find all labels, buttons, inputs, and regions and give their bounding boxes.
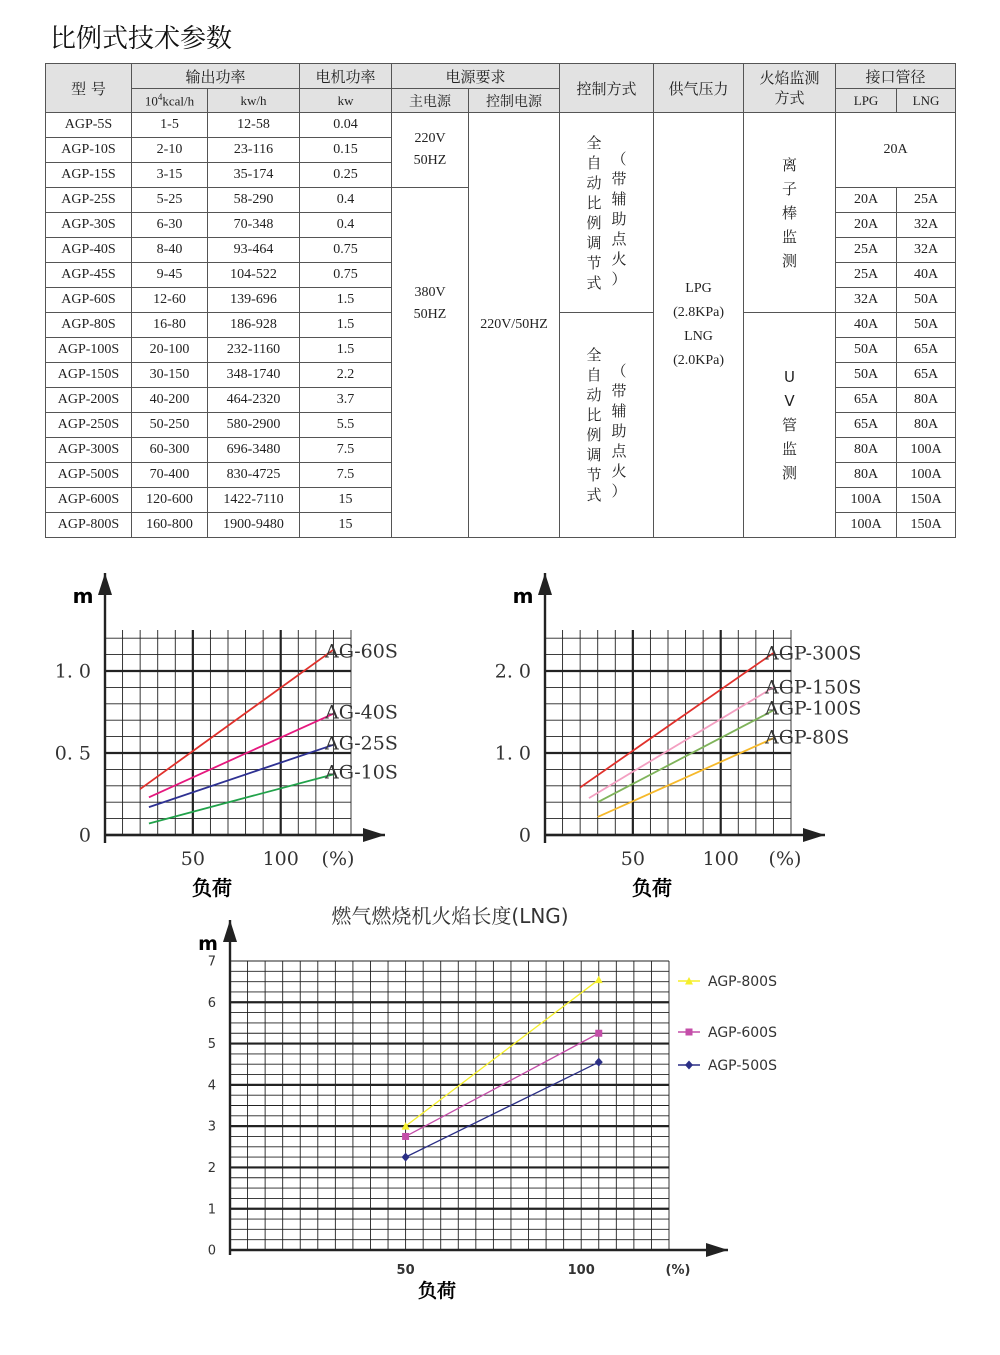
cell-motor-power: 0.4: [300, 188, 392, 213]
cell-model: AGP-100S: [46, 338, 132, 363]
x-axis-label: 负荷: [192, 876, 232, 900]
y-axis-label: m: [72, 584, 94, 608]
cell-output-kcal: 60-300: [132, 438, 208, 463]
cell-model: AGP-5S: [46, 113, 132, 138]
cell-output-kcal: 2-10: [132, 138, 208, 163]
y-tick-label: 6: [207, 995, 216, 1011]
y-axis-arrow: [538, 573, 552, 595]
x-unit-label: (%): [321, 848, 355, 870]
cell-port-lpg: 20A: [836, 213, 897, 238]
cell-motor-power: 2.2: [300, 363, 392, 388]
cell-port-lpg: 100A: [836, 513, 897, 538]
y-tick-label: 0: [207, 1243, 216, 1259]
y-axis-arrow: [223, 920, 237, 942]
cell-port-lpg: 65A: [836, 388, 897, 413]
y-axis-label: m: [512, 584, 534, 608]
cell-model: AGP-600S: [46, 488, 132, 513]
series-line: [149, 774, 333, 823]
cell-flame-uv: [744, 313, 836, 538]
x-tick-label: 100: [262, 848, 299, 870]
header-lng: LNG: [897, 89, 956, 113]
header-power-supply: 电源要求: [392, 64, 560, 89]
legend-label: AG-40S: [325, 701, 398, 724]
cell-gas-pressure: [654, 113, 744, 538]
cell-motor-power: 0.4: [300, 213, 392, 238]
cell-port-lpg: 100A: [836, 488, 897, 513]
x-unit-label: (%): [768, 848, 802, 870]
x-tick-label: 100: [567, 1263, 595, 1278]
flame-length-chart-lng: [180, 895, 800, 1315]
y-tick-label: 5: [207, 1037, 216, 1053]
cell-port-lpg: 32A: [836, 288, 897, 313]
spec-table: [45, 63, 956, 538]
header-motor-unit: kw: [300, 89, 392, 113]
cell-port-lng: 65A: [897, 338, 956, 363]
y-tick-label: 1. 0: [494, 742, 531, 765]
series-marker-diamond: [402, 1153, 410, 1162]
x-tick-label: 50: [180, 848, 205, 870]
cell-port-lng: 80A: [897, 388, 956, 413]
cell-output-kw: 1422-7110: [208, 488, 300, 513]
cell-output-kw: 12-58: [208, 113, 300, 138]
x-axis-arrow: [803, 828, 825, 842]
control-mode-paren: （ 带 辅 助 点 火 ）: [611, 362, 627, 500]
cell-port-lpg: 50A: [836, 338, 897, 363]
cell-motor-power: 15: [300, 513, 392, 538]
cell-output-kcal: 8-40: [132, 238, 208, 263]
cell-output-kw: 830-4725: [208, 463, 300, 488]
cell-model: AGP-40S: [46, 238, 132, 263]
cell-model: AGP-60S: [46, 288, 132, 313]
cell-model: AGP-150S: [46, 363, 132, 388]
cell-port-lng: 50A: [897, 313, 956, 338]
cell-port-lpg: 80A: [836, 463, 897, 488]
cell-output-kcal: 5-25: [132, 188, 208, 213]
series-line: [406, 1062, 599, 1157]
cell-model: AGP-10S: [46, 138, 132, 163]
header-unit-kw: kw/h: [208, 89, 300, 113]
cell-port-lpg: 25A: [836, 238, 897, 263]
chart-title: 燃气燃烧机火焰长度(LNG): [331, 904, 569, 928]
flame-length-chart-small: [40, 565, 440, 915]
cell-control-mode-1: [560, 113, 654, 313]
cell-output-kw: 580-2900: [208, 413, 300, 438]
x-tick-label: 50: [620, 848, 645, 870]
cell-output-kcal: 70-400: [132, 463, 208, 488]
cell-control-mode-2: [560, 313, 654, 538]
x-axis-label: 负荷: [417, 1280, 457, 1302]
cell-output-kw: 464-2320: [208, 388, 300, 413]
cell-port-lpg: 40A: [836, 313, 897, 338]
header-unit-kcal: $10^4kcal/h$: [132, 89, 208, 113]
cell-output-kcal: 9-45: [132, 263, 208, 288]
table-body: [46, 113, 956, 538]
cell-motor-power: 0.04: [300, 113, 392, 138]
gas-pressure-line: (2.0KPa): [673, 353, 724, 368]
series-marker-diamond: [685, 1061, 693, 1070]
cell-output-kw: 104-522: [208, 263, 300, 288]
flame-monitor-text: U V 管 监 测: [782, 368, 798, 482]
cell-motor-power: 7.5: [300, 463, 392, 488]
gas-pressure-line: LPG: [685, 281, 712, 296]
cell-main-power-220: [392, 113, 469, 188]
legend-label: AGP-500S: [708, 1057, 777, 1074]
cell-motor-power: 15: [300, 488, 392, 513]
cell-output-kw: 139-696: [208, 288, 300, 313]
header-main-power: 主电源: [392, 89, 469, 113]
series-marker-square: [402, 1133, 409, 1140]
series-line: [149, 745, 333, 807]
cell-motor-power: 3.7: [300, 388, 392, 413]
cell-port-lpg: 20A: [836, 188, 897, 213]
cell-motor-power: 0.75: [300, 263, 392, 288]
cell-port-lpg: 25A: [836, 263, 897, 288]
series-line: [149, 714, 333, 798]
cell-port-lpg: 65A: [836, 413, 897, 438]
flame-length-chart-medium: [480, 565, 900, 915]
legend-label: AG-25S: [325, 732, 398, 755]
control-mode-text: 全 自 动 比 例 调 节 式: [586, 133, 602, 292]
cell-motor-power: 0.15: [300, 138, 392, 163]
legend-label: AGP-80S: [765, 726, 850, 749]
y-tick-label: 2. 0: [494, 660, 531, 683]
control-mode-paren: （ 带 辅 助 点 火 ）: [611, 149, 627, 288]
x-axis-label: 负荷: [632, 876, 672, 900]
cell-output-kw: 696-3480: [208, 438, 300, 463]
main-power-220-line2: 50HZ: [413, 153, 447, 168]
cell-motor-power: 5.5: [300, 413, 392, 438]
header-lpg: LPG: [836, 89, 897, 113]
cell-output-kcal: 20-100: [132, 338, 208, 363]
series-marker-square: [686, 1029, 693, 1036]
cell-model: AGP-200S: [46, 388, 132, 413]
legend-label: AG-60S: [325, 640, 398, 663]
x-axis-arrow: [706, 1243, 728, 1257]
cell-port-lng: 50A: [897, 288, 956, 313]
cell-port-lng: 40A: [897, 263, 956, 288]
cell-output-kw: 70-348: [208, 213, 300, 238]
cell-model: AGP-250S: [46, 413, 132, 438]
legend-label: AGP-300S: [765, 642, 862, 665]
cell-output-kcal: 120-600: [132, 488, 208, 513]
table-header: [46, 64, 956, 113]
gas-pressure-line: LNG: [684, 329, 713, 344]
cell-main-power-380: [392, 188, 469, 538]
cell-output-kw: 58-290: [208, 188, 300, 213]
y-tick-label: 2: [207, 1160, 216, 1176]
header-control-power: 控制电源: [469, 89, 560, 113]
legend-label: AGP-800S: [708, 973, 777, 990]
series-marker-diamond: [595, 1058, 603, 1067]
cell-output-kw: 1900-9480: [208, 513, 300, 538]
cell-model: AGP-800S: [46, 513, 132, 538]
x-tick-label: 50: [396, 1263, 415, 1278]
cell-port-lng: 100A: [897, 438, 956, 463]
cell-flame-ion-rod: [744, 113, 836, 313]
y-tick-label: 7: [207, 954, 216, 970]
cell-port-lng: 25A: [897, 188, 956, 213]
header-control-mode: 控制方式: [560, 64, 654, 113]
cell-output-kw: 93-464: [208, 238, 300, 263]
cell-model: AGP-45S: [46, 263, 132, 288]
series-marker-square: [595, 1030, 602, 1037]
page-title: 比例式技术参数: [50, 24, 233, 54]
cell-model: AGP-30S: [46, 213, 132, 238]
legend-label: AG-10S: [325, 761, 398, 784]
main-power-380-line1: 380V: [414, 285, 446, 300]
x-unit-label: (%): [665, 1263, 691, 1278]
cell-control-power: 220V/50HZ: [469, 113, 560, 538]
cell-port-lng: 80A: [897, 413, 956, 438]
y-tick-label: 3: [207, 1119, 216, 1135]
cell-output-kcal: 12-60: [132, 288, 208, 313]
y-tick-label: 0: [78, 824, 91, 847]
y-tick-label: 1: [207, 1202, 216, 1218]
header-flame-monitor: 火焰监测方式: [744, 64, 836, 113]
cell-output-kw: 348-1740: [208, 363, 300, 388]
y-axis-label: m: [198, 933, 218, 955]
header-motor-power: 电机功率: [300, 64, 392, 89]
cell-model: AGP-80S: [46, 313, 132, 338]
cell-port-20a: 20A: [836, 113, 956, 188]
cell-output-kw: 35-174: [208, 163, 300, 188]
table-row: [46, 113, 956, 138]
cell-motor-power: 1.5: [300, 288, 392, 313]
cell-output-kw: 186-928: [208, 313, 300, 338]
flame-monitor-text: 离 子 棒 监 测: [782, 155, 798, 270]
y-tick-label: 4: [207, 1078, 216, 1094]
cell-port-lng: 32A: [897, 238, 956, 263]
main-power-380-line2: 50HZ: [413, 307, 447, 322]
cell-model: AGP-500S: [46, 463, 132, 488]
legend-label: AGP-150S: [765, 676, 862, 699]
series-marker-triangle: [595, 976, 603, 984]
cell-model: AGP-25S: [46, 188, 132, 213]
legend-label: AGP-100S: [765, 697, 862, 720]
main-power-220-line1: 220V: [414, 131, 446, 146]
y-tick-label: 0. 5: [54, 742, 91, 765]
x-tick-label: 100: [702, 848, 739, 870]
cell-model: AGP-15S: [46, 163, 132, 188]
header-gas-pressure: 供气压力: [654, 64, 744, 113]
cell-port-lng: 150A: [897, 488, 956, 513]
cell-output-kcal: 1-5: [132, 113, 208, 138]
y-tick-label: 1. 0: [54, 660, 91, 683]
cell-output-kcal: 3-15: [132, 163, 208, 188]
cell-output-kw: 23-116: [208, 138, 300, 163]
y-tick-label: 0: [518, 824, 531, 847]
cell-output-kcal: 30-150: [132, 363, 208, 388]
cell-port-lng: 150A: [897, 513, 956, 538]
cell-port-lpg: 50A: [836, 363, 897, 388]
control-mode-text: 全 自 动 比 例 调 节 式: [586, 346, 602, 504]
y-axis-arrow: [98, 573, 112, 595]
cell-port-lng: 65A: [897, 363, 956, 388]
cell-port-lpg: 80A: [836, 438, 897, 463]
cell-output-kcal: 6-30: [132, 213, 208, 238]
cell-motor-power: 0.75: [300, 238, 392, 263]
cell-output-kcal: 160-800: [132, 513, 208, 538]
cell-port-lng: 32A: [897, 213, 956, 238]
legend-label: AGP-600S: [708, 1024, 777, 1041]
header-output-power: 输出功率: [132, 64, 300, 89]
cell-output-kw: 232-1160: [208, 338, 300, 363]
x-axis-arrow: [363, 828, 385, 842]
cell-output-kcal: 50-250: [132, 413, 208, 438]
cell-output-kcal: 16-80: [132, 313, 208, 338]
header-port-size: 接口管径: [836, 64, 956, 89]
gas-pressure-line: (2.8KPa): [673, 305, 724, 320]
cell-motor-power: 7.5: [300, 438, 392, 463]
cell-motor-power: 0.25: [300, 163, 392, 188]
cell-motor-power: 1.5: [300, 338, 392, 363]
header-model: 型 号: [46, 64, 132, 113]
cell-output-kcal: 40-200: [132, 388, 208, 413]
cell-motor-power: 1.5: [300, 313, 392, 338]
cell-model: AGP-300S: [46, 438, 132, 463]
cell-port-lng: 100A: [897, 463, 956, 488]
